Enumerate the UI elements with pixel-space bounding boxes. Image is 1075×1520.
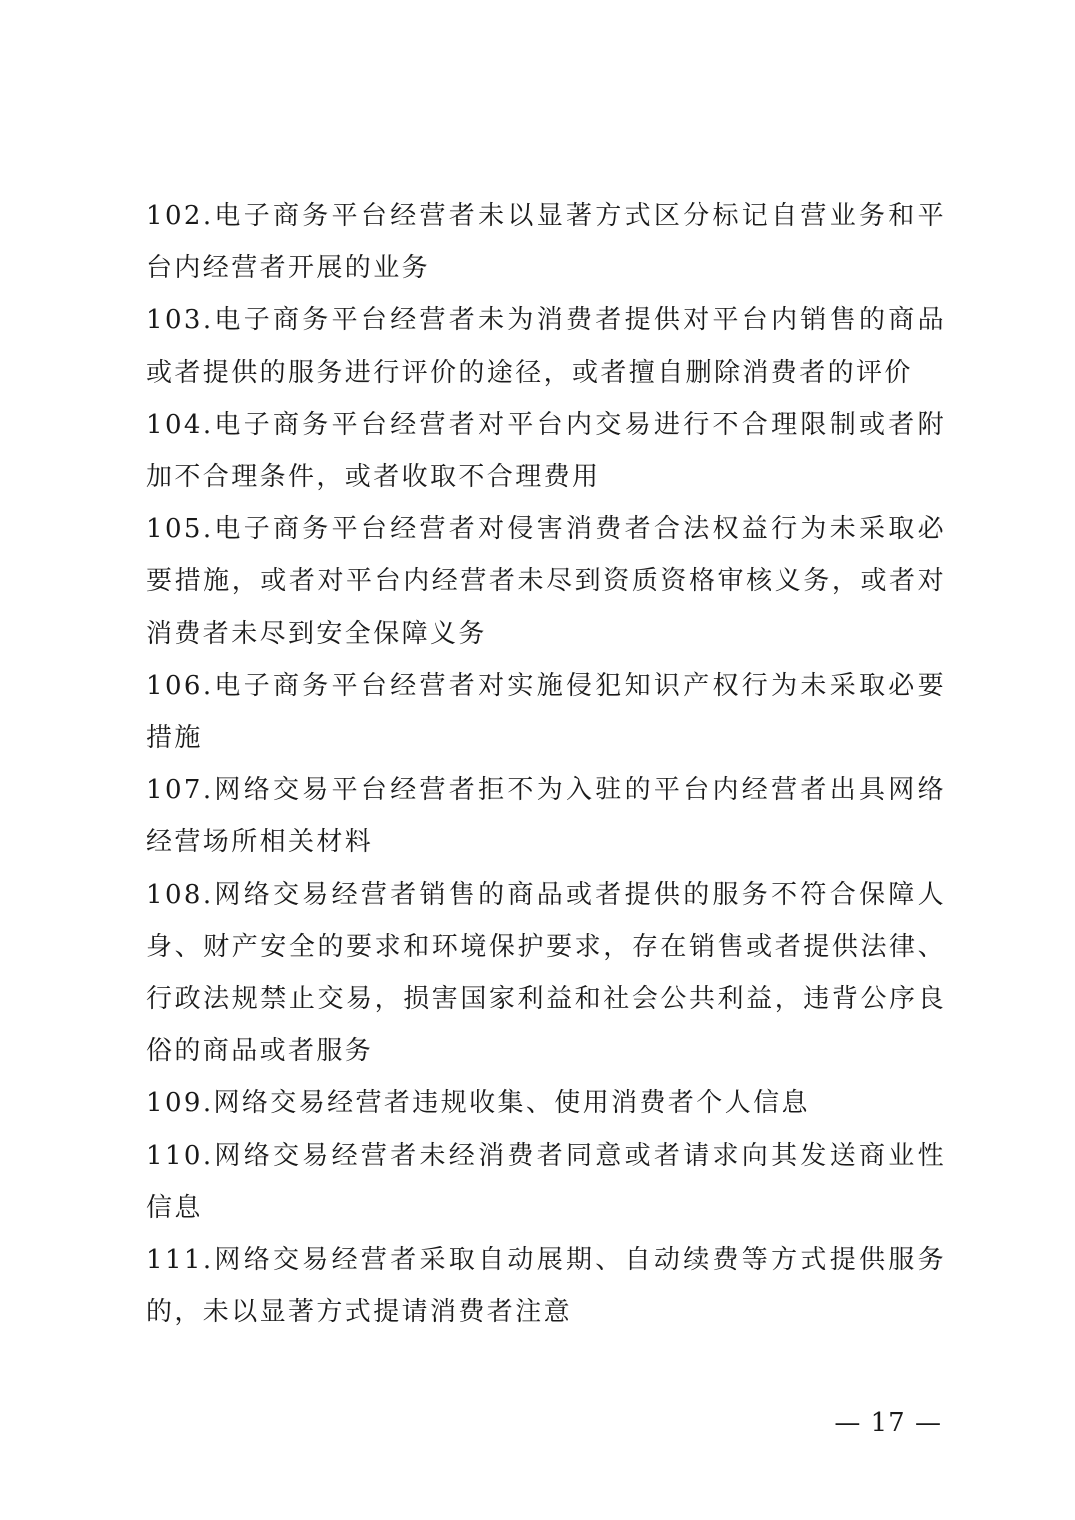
list-item-110: 110.网络交易经营者未经消费者同意或者请求向其发送商业性信息: [146, 1140, 946, 1223]
list-item-102: 102.电子商务平台经营者未以显著方式区分标记自营业务和平台内经营者开展的业务: [146, 201, 946, 284]
list-item-111: 111.网络交易经营者采取自动展期、自动续费等方式提供服务的，未以显著方式提请消费者注意: [146, 1245, 946, 1328]
list-item-107: 107.网络交易平台经营者拒不为入驻的平台内经营者出具网络经营场所相关材料: [146, 775, 946, 858]
item-list: [146, 190, 946, 1338]
list-item-106: 106.电子商务平台经营者对实施侵犯知识产权行为未采取必要措施: [146, 670, 946, 754]
list-item-105: 105.电子商务平台经营者对侵害消费者合法权益行为未采取必要措施，或者对平台内经营者未尽到资质资格审核义务，或者对消费者未尽到安全保障义务: [146, 514, 946, 649]
list-item-103: 103.电子商务平台经营者未为消费者提供对平台内销售的商品或者提供的服务进行评价的途径，或者擅自删除消费者的评价: [146, 305, 946, 388]
list-item-109: 109.网络交易经营者违规收集、使用消费者个人信息: [146, 1088, 810, 1119]
page-number: — 17 —: [834, 1408, 942, 1438]
list-item-104: 104.电子商务平台经营者对平台内交易进行不合理限制或者附加不合理条件，或者收取不合理费用: [146, 409, 946, 493]
list-item-108: 108.网络交易经营者销售的商品或者提供的服务不符合保障人身、财产安全的要求和环境保护要求，存在销售或者提供法律、行政法规禁止交易，损害国家利益和社会公共利益，违背公序良俗的商品或者服务: [146, 879, 946, 1067]
